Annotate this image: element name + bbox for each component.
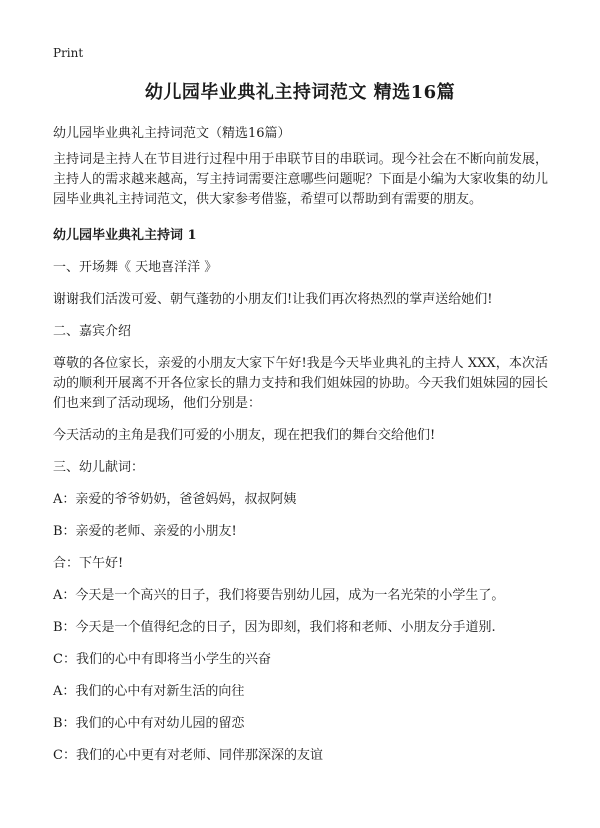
- intro-paragraph: 主持词是主持人在节目进行过程中用于串联节目的串联词。现今社会在不断向前发展，主持人的需求越来越高，写主持词需要注意哪些问题呢？下面是小编为大家收集的幼儿园毕业典礼主持词范文，供大家参考借鉴，希望可以帮助到有需要的朋友。: [53, 152, 548, 207]
- page-title: 幼儿园毕业典礼主持词范文 精选16篇: [144, 82, 456, 103]
- body-line-children-speech-heading: 三、幼儿献词：: [53, 460, 145, 475]
- document-subtitle: 幼儿园毕业典礼主持词范文（精选16篇）: [53, 126, 291, 141]
- body-line-a-longing: A：我们的心中有对新生活的向往: [53, 684, 245, 699]
- body-line-b-memorable-day: B：今天是一个值得纪念的日子，因为即刻，我们将和老师、小朋友分手道别.: [53, 620, 496, 635]
- body-line-c-friendship: C：我们的心中更有对老师、同伴那深深的友谊: [53, 748, 323, 763]
- body-line-c-excitement: C：我们的心中有即将当小学生的兴奋: [53, 652, 271, 667]
- body-line-thanks: 谢谢我们活泼可爱、朝气蓬勃的小朋友们!让我们再次将热烈的掌声送给她们!: [53, 292, 493, 307]
- body-line-stage-handover: 今天活动的主角是我们可爱的小朋友，现在把我们的舞台交给他们!: [53, 428, 436, 443]
- print-link[interactable]: Print: [53, 46, 84, 60]
- body-line-b-greeting: B：亲爱的老师、亲爱的小朋友!: [53, 524, 237, 539]
- body-line-guest-intro: 尊敬的各位家长，亲爱的小朋友大家下午好!我是今天毕业典礼的主持人 XXX，本次活动的顺利开展离不开各位家长的鼎力支持和我们姐妹园的协助。今天我们姐妹园的园长们也来到了活动现场，他们分别是：: [53, 356, 548, 411]
- body-line-together-greeting: 合：下午好!: [53, 556, 124, 571]
- body-line-opening-dance: 一、开场舞《 天地喜洋洋 》: [53, 260, 218, 275]
- body-line-guest-intro-heading: 二、嘉宾介绍: [53, 324, 132, 339]
- document-body: [53, 150, 548, 778]
- body-line-a-happy-day: A：今天是一个高兴的日子，我们将要告别幼儿园，成为一名光荣的小学生了。: [53, 588, 505, 603]
- section-heading: 幼儿园毕业典礼主持词 1: [53, 228, 197, 243]
- body-line-a-greeting: A：亲爱的爷爷奶奶，爸爸妈妈，叔叔阿姨: [53, 492, 297, 507]
- body-line-b-nostalgia: B：我们的心中有对幼儿园的留恋: [53, 716, 245, 731]
